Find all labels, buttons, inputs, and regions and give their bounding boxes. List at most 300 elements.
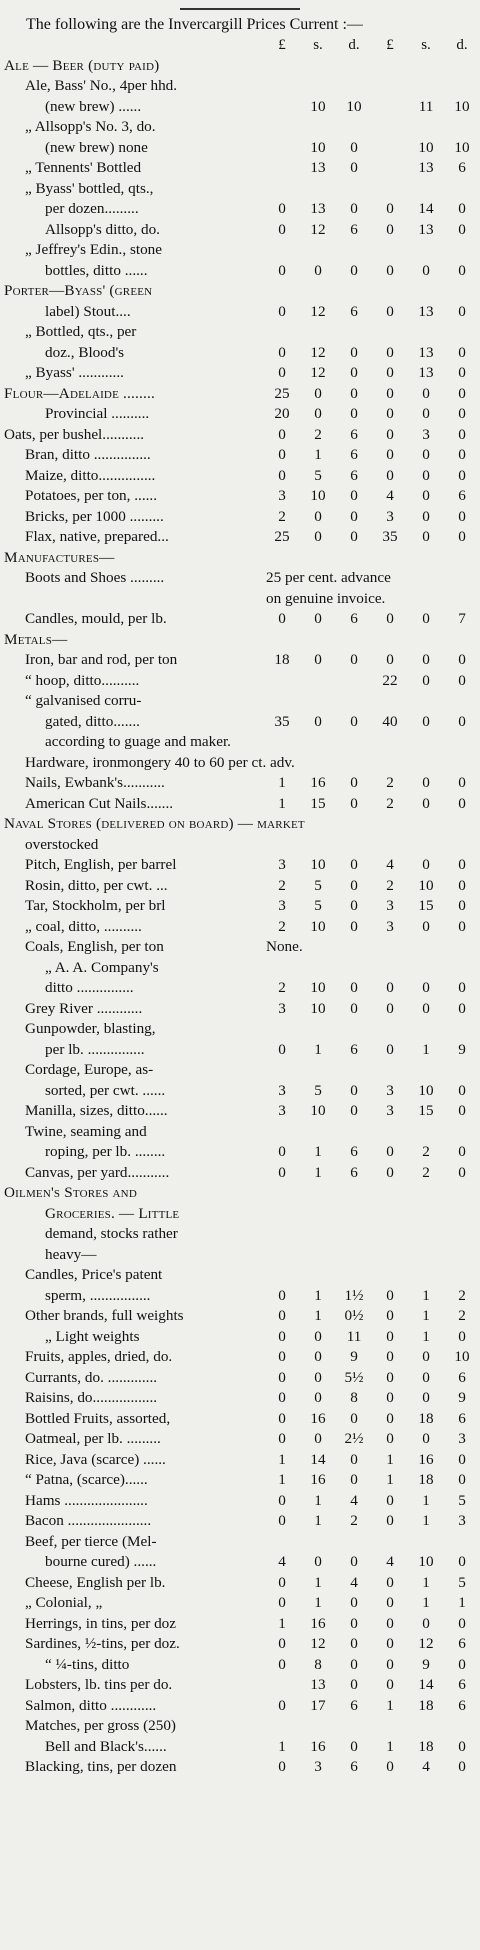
pounds-value: 0 (278, 302, 286, 320)
shillings-value: 0 (314, 405, 322, 422)
section-heading: Oilmen's Stores and (4, 1184, 137, 1201)
price-high (372, 1142, 480, 1163)
pounds-value: 0 (386, 446, 394, 463)
price-high (372, 1286, 480, 1307)
pence-value (444, 76, 480, 97)
pence-value: 0 (458, 446, 466, 463)
pence-value: 1½ (344, 1286, 364, 1304)
pence-value (336, 691, 372, 712)
item-label: “ ¼-tins, ditto (45, 1655, 130, 1673)
pence-value: 0 (350, 200, 358, 217)
price-row (0, 1737, 480, 1758)
shillings-value: 1 (314, 446, 322, 463)
item-label: Candles, Price's patent (25, 1266, 163, 1283)
shillings-value (300, 281, 336, 302)
pence-value: 5 (458, 1491, 466, 1509)
shillings-value: 1 (422, 1286, 430, 1304)
pounds-value: 3 (278, 897, 286, 914)
pence-value: 10 (454, 1348, 470, 1365)
price-low (264, 1573, 372, 1594)
price-high (372, 343, 480, 364)
pence-value: 10 (346, 97, 362, 115)
pence-value: 6 (458, 1409, 466, 1427)
price-row (0, 1122, 480, 1143)
price-high (372, 302, 480, 323)
price-high (372, 896, 480, 917)
price-low (264, 179, 372, 200)
price-low (264, 609, 372, 630)
item-label: Oats, per bushel........... (4, 425, 145, 443)
price-low (264, 1511, 372, 1532)
price-low (264, 425, 372, 446)
pounds-value: 1 (278, 794, 286, 812)
shillings-value: 14 (418, 200, 434, 217)
item-label: Potatoes, per ton, ...... (25, 487, 158, 504)
pence-value (336, 1265, 372, 1286)
price-high (372, 138, 480, 159)
pounds-value (372, 281, 408, 302)
pounds-value: 0 (278, 1573, 286, 1591)
price-high (372, 425, 480, 446)
shillings-value (408, 76, 444, 97)
price-low (264, 1675, 372, 1696)
item-label: Bricks, per 1000 ......... (25, 507, 164, 525)
shillings-header: s. (313, 37, 323, 53)
price-low (264, 302, 372, 323)
pence-value: 0 (350, 1471, 358, 1488)
shillings-value (408, 958, 444, 979)
item-label: gated, ditto....... (45, 712, 140, 730)
pence-value (336, 322, 372, 343)
shillings-value: 0 (422, 1348, 430, 1365)
shillings-value: 9 (422, 1655, 430, 1673)
pounds-value: 0 (386, 1614, 394, 1632)
pence-value: 6 (350, 610, 358, 627)
shillings-value: 0 (422, 507, 430, 525)
pounds-value: 3 (278, 856, 286, 873)
item-label: „ Tennents' Bottled (25, 159, 142, 176)
pence-value: 0 (350, 897, 358, 914)
price-low-header (264, 35, 372, 56)
section-heading: Metals— (4, 630, 68, 648)
shillings-value: 1 (314, 1512, 322, 1529)
pounds-value: 0 (278, 1143, 286, 1160)
price-row (0, 876, 480, 897)
shillings-value: 5 (314, 1081, 322, 1099)
price-high (372, 876, 480, 897)
price-low (264, 486, 372, 507)
pence-value: 0 (458, 1081, 466, 1099)
pence-value: 0 (350, 1655, 358, 1673)
shillings-value (300, 1019, 336, 1040)
pounds-value: 0 (278, 1286, 286, 1304)
pounds-value: 0 (278, 1409, 286, 1427)
price-note: 25 per cent. advance (266, 569, 391, 586)
shillings-value: 12 (310, 220, 326, 238)
pence-value: 6 (350, 425, 358, 443)
shillings-value: 0 (422, 528, 430, 545)
pounds-value: 0 (386, 1327, 394, 1345)
shillings-value: 0 (422, 1430, 430, 1447)
price-low (264, 404, 372, 425)
pence-value: 2 (458, 1307, 466, 1324)
item-label: “ hoop, ditto.......... (25, 671, 140, 689)
item-label: Salmon, ditto ............ (25, 1696, 157, 1714)
price-row (0, 1655, 480, 1676)
shillings-value: 0 (314, 1389, 322, 1406)
item-label: „ Jeffrey's Edin., stone (25, 241, 162, 258)
pence-value: 10 (454, 138, 470, 156)
pounds-value: 1 (278, 1737, 286, 1755)
pounds-value (264, 1060, 300, 1081)
pence-value: 6 (350, 220, 358, 238)
item-label: Herrings, in tins, per doz (25, 1614, 176, 1632)
price-low (264, 999, 372, 1020)
shillings-value: 17 (310, 1696, 326, 1714)
shillings-value: 2 (314, 425, 322, 443)
price-low (264, 917, 372, 938)
shillings-value: 5 (314, 897, 322, 914)
pence-value (336, 76, 372, 97)
price-high (372, 1511, 480, 1532)
price-row (0, 650, 480, 671)
item-label: Maize, ditto............... (25, 466, 156, 484)
price-list (0, 56, 480, 1778)
pounds-value: 0 (278, 261, 286, 279)
item-label: Gunpowder, blasting, (25, 1020, 156, 1037)
pounds-value (264, 138, 300, 159)
pounds-value: 25 (274, 384, 290, 402)
shillings-value (408, 322, 444, 343)
pounds-value: 0 (386, 1389, 394, 1406)
price-low (264, 1306, 372, 1327)
shillings-value: 5 (314, 466, 322, 484)
price-high (372, 363, 480, 384)
price-high (372, 958, 480, 979)
item-label: Candles, mould, per lb. (25, 610, 167, 627)
pence-value: 0 (458, 384, 466, 402)
price-row (0, 56, 480, 77)
pounds-value: 0 (278, 610, 286, 627)
item-label: Manilla, sizes, ditto...... (25, 1102, 168, 1119)
item-label: Pitch, English, per barrel (25, 856, 177, 873)
price-high (372, 999, 480, 1020)
price-high (372, 117, 480, 138)
shillings-value: 14 (310, 1450, 326, 1468)
shillings-value (408, 281, 444, 302)
shillings-value: 0 (422, 999, 430, 1017)
item-label: Allsopp's ditto, do. (45, 220, 160, 238)
item-label: Bell and Black's...... (45, 1737, 167, 1755)
shillings-value: 12 (418, 1635, 434, 1652)
pence-value (444, 1716, 480, 1737)
shillings-value: 0 (314, 1430, 322, 1447)
item-label: bourne cured) ...... (45, 1553, 157, 1570)
pounds-value (264, 1122, 300, 1143)
pence-value: 2 (350, 1512, 358, 1529)
pounds-value: 3 (386, 1102, 394, 1119)
price-row (0, 117, 480, 138)
pence-value: 3 (458, 1430, 466, 1447)
price-high (372, 322, 480, 343)
shillings-value (300, 1716, 336, 1737)
pounds-value: 0 (386, 1512, 394, 1529)
pence-value: 5 (458, 1573, 466, 1591)
pence-value: 0 (458, 302, 466, 320)
price-row (0, 855, 480, 876)
shillings-value: 0 (422, 651, 430, 668)
pence-header: d. (456, 37, 468, 53)
price-low (264, 1122, 372, 1143)
price-row (0, 363, 480, 384)
price-row (0, 1450, 480, 1471)
pence-value (444, 1019, 480, 1040)
section-heading: Ale — Beer (duty paid) (4, 56, 160, 74)
shillings-value: 1 (314, 1594, 322, 1611)
pence-value: 0 (458, 1143, 466, 1160)
pounds-value: 0 (386, 364, 394, 381)
item-label: Hams ...................... (25, 1491, 148, 1509)
pence-value: 0½ (344, 1307, 364, 1324)
pence-value (336, 179, 372, 200)
pounds-value (372, 240, 408, 261)
pounds-value: 0 (386, 200, 394, 217)
item-label: Ale, Bass' No., 4per hhd. (25, 77, 178, 94)
pounds-value (372, 1265, 408, 1286)
price-row (0, 1552, 480, 1573)
shillings-value: 10 (310, 1102, 326, 1119)
item-label: Twine, seaming and (25, 1122, 147, 1140)
price-row (0, 773, 480, 794)
shillings-value: 1 (314, 1573, 322, 1591)
shillings-value: 13 (310, 159, 326, 176)
price-row (0, 1532, 480, 1553)
shillings-value: 0 (314, 1327, 322, 1345)
shillings-value (408, 179, 444, 200)
shillings-value: 0 (422, 1389, 430, 1406)
price-high (372, 1265, 480, 1286)
price-low (264, 1409, 372, 1430)
section-heading: Groceries. — Little (45, 1204, 180, 1222)
pounds-value: 0 (278, 1348, 286, 1365)
pence-value: 6 (458, 487, 466, 504)
pounds-value: 22 (382, 671, 398, 689)
shillings-value: 16 (310, 1471, 326, 1488)
shillings-value: 10 (418, 1553, 434, 1570)
price-low (264, 138, 372, 159)
shillings-value: 0 (422, 261, 430, 279)
price-high (372, 1163, 480, 1184)
pence-value: 0 (458, 405, 466, 422)
pounds-value: 1 (278, 774, 286, 791)
section-heading: Flour—Adelaide ........ (4, 384, 155, 402)
price-row (0, 199, 480, 220)
price-row (0, 1347, 480, 1368)
price-high (372, 1347, 480, 1368)
shillings-header: s. (421, 37, 431, 53)
price-high (372, 1552, 480, 1573)
item-label: sorted, per cwt. ...... (45, 1081, 166, 1099)
shillings-value: 11 (418, 97, 434, 115)
shillings-value: 0 (422, 466, 430, 484)
pounds-value: 0 (386, 1491, 394, 1509)
text-line (0, 630, 480, 651)
pounds-value (264, 1019, 300, 1040)
pounds-value: 0 (386, 1143, 394, 1160)
pounds-value: 1 (386, 1696, 394, 1714)
pence-value (444, 691, 480, 712)
pence-value (444, 56, 480, 77)
shillings-value: 0 (422, 405, 430, 422)
pounds-value: 35 (274, 712, 290, 730)
price-high (372, 1634, 480, 1655)
item-label: Rosin, ditto, per cwt. ... (25, 876, 168, 894)
item-label: Sardines, ½-tins, per doz. (25, 1635, 180, 1652)
price-row (0, 937, 480, 958)
pence-value: 0 (458, 425, 466, 443)
item-label: Boots and Shoes ......... (25, 569, 165, 586)
price-low (264, 76, 372, 97)
shillings-value: 2 (422, 1163, 430, 1181)
shillings-value (300, 1122, 336, 1143)
shillings-value: 0 (422, 487, 430, 504)
pence-value: 0 (458, 364, 466, 381)
shillings-value: 15 (418, 1102, 434, 1119)
shillings-value (408, 1716, 444, 1737)
pounds-value: 0 (386, 1573, 394, 1591)
shillings-value: 0 (422, 856, 430, 873)
price-row (0, 97, 480, 118)
pence-value (444, 179, 480, 200)
pounds-value: 0 (386, 384, 394, 402)
price-high (372, 1696, 480, 1717)
shillings-value: 5 (314, 876, 322, 894)
price-low (264, 1470, 372, 1491)
price-row (0, 1142, 480, 1163)
pence-value: 0 (458, 220, 466, 238)
price-low (264, 363, 372, 384)
pence-value: 0 (350, 528, 358, 545)
item-label: Nails, Ewbank's........... (25, 774, 165, 791)
pence-value (444, 1060, 480, 1081)
price-row (0, 1429, 480, 1450)
intro-text: The following are the Invercargill Prices Current :— (26, 16, 363, 33)
shillings-value: 4 (422, 1758, 430, 1775)
pence-value: 3 (458, 1512, 466, 1529)
pounds-value (264, 158, 300, 179)
shillings-value: 12 (310, 364, 326, 381)
price-low (264, 1163, 372, 1184)
price-high (372, 199, 480, 220)
pounds-value: 0 (278, 1368, 286, 1386)
price-high (372, 1122, 480, 1143)
shillings-value (300, 1060, 336, 1081)
pence-value: 0 (458, 917, 466, 935)
shillings-value (300, 322, 336, 343)
note-text: Hardware, ironmongery 40 to 60 per ct. adv. (25, 753, 295, 771)
shillings-value (300, 56, 336, 77)
pence-value: 0 (350, 343, 358, 361)
pence-value (444, 1265, 480, 1286)
pence-value: 8 (350, 1389, 358, 1406)
pounds-value: 18 (274, 651, 290, 668)
price-high (372, 1470, 480, 1491)
section-heading: Manufactures— (4, 548, 115, 566)
price-low (264, 691, 372, 712)
pounds-value: 0 (386, 466, 394, 484)
price-row (0, 179, 480, 200)
shillings-value: 12 (310, 302, 326, 320)
pence-value: 1 (458, 1594, 466, 1611)
shillings-value: 0 (314, 1553, 322, 1570)
item-label: per dozen......... (45, 200, 139, 217)
pounds-value: 0 (386, 405, 394, 422)
item-label: “ Patna, (scarce)...... (25, 1471, 148, 1488)
price-row (0, 425, 480, 446)
shillings-value: 1 (422, 1327, 430, 1345)
price-row (0, 609, 480, 630)
pence-value: 0 (350, 1450, 358, 1468)
pence-value (336, 1122, 372, 1143)
price-low (264, 1265, 372, 1286)
pounds-value (372, 691, 408, 712)
pence-value: 6 (350, 302, 358, 320)
shillings-value: 10 (310, 487, 326, 504)
item-label: Bran, ditto ............... (25, 446, 151, 463)
pence-value: 0 (350, 876, 358, 894)
item-label: „ Allsopp's No. 3, do. (25, 118, 156, 135)
price-low (264, 1593, 372, 1614)
shillings-value: 0 (314, 1348, 322, 1365)
price-row (0, 1511, 480, 1532)
pence-value (444, 281, 480, 302)
pence-value: 0 (350, 1102, 358, 1119)
price-low (264, 1368, 372, 1389)
price-row (0, 281, 480, 302)
pence-value: 6 (350, 1143, 358, 1160)
shillings-value (408, 117, 444, 138)
pence-value: 0 (458, 1327, 466, 1345)
price-low (264, 1040, 372, 1061)
price-note: None. (266, 938, 303, 955)
shillings-value: 0 (422, 712, 430, 730)
shillings-value: 16 (310, 1737, 326, 1755)
price-high (372, 179, 480, 200)
pence-value: 7 (458, 610, 466, 627)
shillings-value: 0 (422, 1368, 430, 1386)
price-low (264, 281, 372, 302)
pence-value: 0 (458, 897, 466, 914)
pence-value: 0 (350, 1081, 358, 1099)
text-line (0, 753, 480, 774)
pounds-header: £ (386, 37, 394, 53)
pounds-value: 0 (386, 979, 394, 996)
item-label: „ Byass' ............ (25, 364, 124, 381)
pounds-value: 0 (278, 364, 286, 381)
pence-value: 6 (350, 1163, 358, 1181)
pounds-value: 0 (278, 1307, 286, 1324)
shillings-value: 14 (418, 1676, 434, 1693)
price-high (372, 773, 480, 794)
pence-value: 0 (458, 343, 466, 361)
price-row (0, 999, 480, 1020)
pence-value: 5½ (344, 1368, 364, 1386)
price-row (0, 1327, 480, 1348)
price-low (264, 1757, 372, 1778)
pounds-value: 3 (278, 487, 286, 504)
price-row (0, 445, 480, 466)
shillings-value: 0 (314, 712, 322, 730)
